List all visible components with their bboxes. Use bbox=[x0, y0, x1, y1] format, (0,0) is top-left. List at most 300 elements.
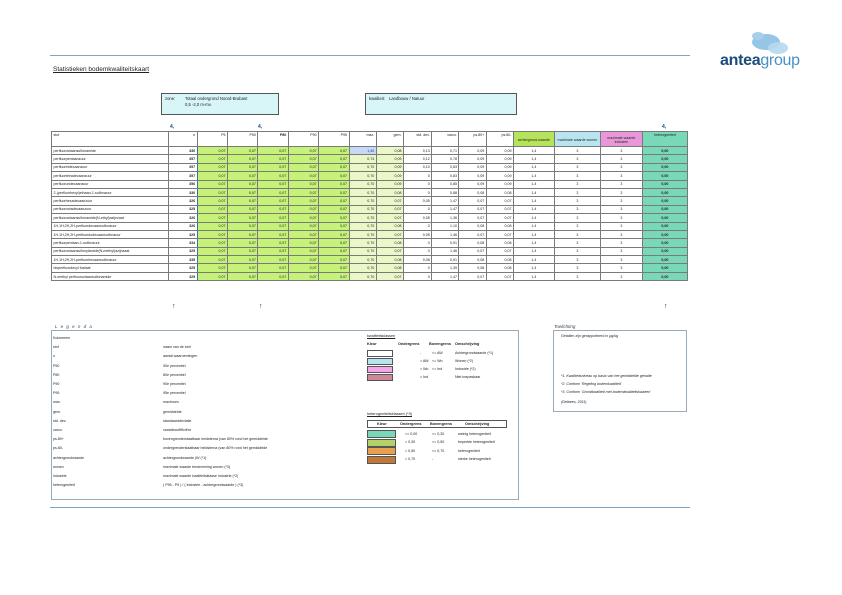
cell-p95: 0,07 bbox=[319, 272, 349, 280]
cell-ps80p: 0,07 bbox=[459, 230, 486, 238]
het-lo: > 0,70 bbox=[405, 457, 416, 461]
table-row bbox=[52, 205, 688, 213]
legenda-value: 95e percentiel bbox=[163, 391, 186, 396]
kwal-hdr-kleur: Kleur bbox=[367, 342, 377, 346]
cell-het: 0,00 bbox=[642, 230, 687, 238]
col-p50: P50 bbox=[228, 132, 258, 147]
cell-stddev: 0,12 bbox=[403, 155, 431, 163]
cell-p80: 0,07 bbox=[258, 239, 288, 247]
cell-p5: 0,07 bbox=[197, 256, 227, 264]
cell-ps80m: 0,08 bbox=[486, 188, 513, 196]
kwal-hi: <= AW bbox=[432, 351, 443, 355]
legenda-value: ondergrenderstaatbaar heidsterna (van 80% rond het gemiddelde bbox=[163, 446, 268, 451]
cell-ag: 1,4 bbox=[513, 256, 554, 264]
col-ps80m: ps.80- bbox=[486, 132, 513, 147]
cell-p95: 0,07 bbox=[319, 172, 349, 180]
cell-het: 0,00 bbox=[642, 197, 687, 205]
cell-p80: 0,07 bbox=[258, 247, 288, 255]
cell-p50: 0,07 bbox=[228, 147, 258, 155]
legenda-value: naam van de stof bbox=[163, 345, 191, 350]
cell-ps80m: 0,09 bbox=[486, 180, 513, 188]
cell-ps80m: 0,07 bbox=[486, 272, 513, 280]
table-row bbox=[52, 264, 688, 272]
cell-mw: 3 bbox=[554, 172, 600, 180]
cell-stddev: 0,05 bbox=[403, 197, 431, 205]
cell-p80: 0,07 bbox=[258, 222, 288, 230]
het-desc: beperkte heterogeniteit bbox=[458, 440, 495, 444]
cell-p80: 0,07 bbox=[258, 264, 288, 272]
cell-ag: 1,4 bbox=[513, 264, 554, 272]
arrow-p80: ↑ bbox=[259, 303, 263, 310]
brand-logo-text: anteagroup bbox=[720, 52, 800, 69]
bottom-divider bbox=[50, 507, 690, 508]
cell-n: 325 bbox=[169, 272, 197, 280]
cell-p90: 0,07 bbox=[288, 172, 318, 180]
cell-stddev: 0,05 bbox=[403, 214, 431, 222]
kwaliteit-label: kwaliteit: bbox=[369, 96, 386, 101]
cell-p80: 0,07 bbox=[258, 188, 288, 196]
cell-p95: 0,07 bbox=[319, 256, 349, 264]
cell-stddev: 0 bbox=[403, 172, 431, 180]
cell-stof: perfluortetradecaanzuur bbox=[52, 172, 169, 180]
marker-n: 4, bbox=[170, 124, 175, 130]
cell-ag: 1,4 bbox=[513, 222, 554, 230]
cell-stof: perfluorundecaanzuur bbox=[52, 180, 169, 188]
col-achtergrond: achtergrond-waarde bbox=[513, 132, 554, 147]
cell-p80: 0,07 bbox=[258, 214, 288, 222]
cell-het: 0,00 bbox=[642, 239, 687, 247]
cell-ps80p: 0,09 bbox=[459, 147, 486, 155]
legenda-key: industrie bbox=[53, 474, 67, 478]
cell-ps80m: 0,09 bbox=[486, 147, 513, 155]
cell-varco: 1,47 bbox=[432, 205, 459, 213]
arrow-n: ↑ bbox=[172, 303, 176, 310]
cell-p90: 0,07 bbox=[288, 147, 318, 155]
cell-p5: 0,07 bbox=[197, 239, 227, 247]
cell-p80: 0,07 bbox=[258, 155, 288, 163]
col-p80: P80 bbox=[258, 132, 288, 147]
cell-p95: 0,07 bbox=[319, 230, 349, 238]
cell-p5: 0,07 bbox=[197, 197, 227, 205]
cell-p95: 0,07 bbox=[319, 264, 349, 272]
cell-gem: 0,07 bbox=[376, 205, 403, 213]
col-max-industrie: maximale waarde industrie bbox=[600, 132, 642, 147]
cell-p95: 0,07 bbox=[319, 180, 349, 188]
cell-gem: 0,09 bbox=[376, 163, 403, 171]
cell-ps80p: 0,08 bbox=[459, 264, 486, 272]
kwal-hi: <= Ind bbox=[432, 367, 443, 371]
kwaliteit-value: Landbouw / Natuur bbox=[389, 96, 425, 101]
cell-p90: 0,07 bbox=[288, 197, 318, 205]
cell-gem: 0,07 bbox=[376, 214, 403, 222]
het-hi: <= 0,50 bbox=[432, 440, 445, 444]
cell-p5: 0,07 bbox=[197, 172, 227, 180]
cell-p50: 0,07 bbox=[228, 222, 258, 230]
cell-mw: 3 bbox=[554, 205, 600, 213]
cell-max: 0,70 bbox=[349, 247, 376, 255]
cell-p5: 0,07 bbox=[197, 247, 227, 255]
cell-het: 0,00 bbox=[642, 264, 687, 272]
table-row bbox=[52, 188, 688, 196]
cell-p50: 0,07 bbox=[228, 230, 258, 238]
cell-ps80m: 0,08 bbox=[486, 239, 513, 247]
kwal-hi: <= Wo bbox=[432, 359, 443, 363]
legenda-value: aantal waarnemingen bbox=[163, 354, 198, 359]
cell-p5: 0,07 bbox=[197, 205, 227, 213]
cell-n: 357 bbox=[169, 155, 197, 163]
cell-n: 325 bbox=[169, 247, 197, 255]
cell-stof: bisperfluordecyl fosfaat bbox=[52, 264, 169, 272]
cell-max: 0,70 bbox=[349, 222, 376, 230]
cell-p5: 0,07 bbox=[197, 180, 227, 188]
cell-het: 0,00 bbox=[642, 214, 687, 222]
legenda-key: heterogeniteit bbox=[53, 483, 75, 488]
cell-stof: perfluorpentaanzuur bbox=[52, 155, 169, 163]
cell-p50: 0,07 bbox=[228, 214, 258, 222]
cell-max: 0,70 bbox=[349, 163, 376, 171]
cell-ps80m: 0,08 bbox=[486, 256, 513, 264]
legenda-key: gem. bbox=[53, 409, 61, 414]
het-swatch bbox=[367, 439, 396, 447]
kwal-swatch bbox=[367, 374, 393, 381]
cell-mw: 3 bbox=[554, 155, 600, 163]
cell-mi: 3 bbox=[600, 230, 642, 238]
cell-ag: 1,4 bbox=[513, 247, 554, 255]
het-lo: >= 0,00 bbox=[405, 431, 418, 436]
cell-gem: 0,08 bbox=[376, 188, 403, 196]
cell-p95: 0,07 bbox=[319, 188, 349, 196]
cell-mw: 3 bbox=[554, 163, 600, 171]
cell-p50: 0,07 bbox=[228, 272, 258, 280]
cell-max: 0,70 bbox=[349, 214, 376, 222]
cell-ps80m: 0,09 bbox=[486, 163, 513, 171]
cell-mw: 3 bbox=[554, 264, 600, 272]
table-row bbox=[52, 230, 688, 238]
cell-p90: 0,07 bbox=[288, 180, 318, 188]
kwal-desc: Wonen (*2) bbox=[455, 359, 474, 363]
cell-p50: 0,07 bbox=[228, 264, 258, 272]
legenda-value: 80e percentiel bbox=[163, 372, 186, 377]
legenda-value: 50e percentiel bbox=[163, 363, 186, 368]
cell-stddev: 0 bbox=[403, 180, 431, 188]
cell-ag: 1,4 bbox=[513, 147, 554, 155]
cell-p80: 0,07 bbox=[258, 205, 288, 213]
kwal-hdr-bovengrens: Bovengrens bbox=[429, 342, 451, 346]
cell-het: 0,00 bbox=[642, 188, 687, 196]
table-row bbox=[52, 197, 688, 205]
cell-ag: 1,4 bbox=[513, 239, 554, 247]
cell-ag: 1,4 bbox=[513, 188, 554, 196]
cell-n: 335 bbox=[169, 256, 197, 264]
cell-p90: 0,07 bbox=[288, 163, 318, 171]
cell-mi: 3 bbox=[600, 155, 642, 163]
cell-ps80m: 0,08 bbox=[486, 222, 513, 230]
top-divider bbox=[50, 55, 690, 56]
het-hdr-omschrijving: Omschrijving bbox=[465, 422, 490, 426]
cell-p50: 0,07 bbox=[228, 205, 258, 213]
cell-ps80p: 0,07 bbox=[459, 247, 486, 255]
cell-gem: 0,07 bbox=[376, 272, 403, 280]
table-row bbox=[52, 155, 688, 163]
cell-stof: N-methyl perfluoroctaansulfonamide bbox=[52, 272, 169, 280]
cell-varco: 1,46 bbox=[432, 247, 459, 255]
cell-ps80p: 0,09 bbox=[459, 155, 486, 163]
cell-ps80p: 0,09 bbox=[459, 180, 486, 188]
cell-gem: 0,07 bbox=[376, 197, 403, 205]
toelichting-line: *2. Conform 'Regeling bodemkwaliteit' bbox=[561, 382, 622, 386]
cell-mw: 3 bbox=[554, 214, 600, 222]
cell-stddev: 0,10 bbox=[403, 163, 431, 171]
cell-p90: 0,07 bbox=[288, 230, 318, 238]
cell-p5: 0,07 bbox=[197, 188, 227, 196]
cell-p95: 0,07 bbox=[319, 155, 349, 163]
cell-het: 0,00 bbox=[642, 155, 687, 163]
cell-het: 0,00 bbox=[642, 272, 687, 280]
cell-mi: 3 bbox=[600, 188, 642, 196]
cell-p50: 0,07 bbox=[228, 188, 258, 196]
het-swatch bbox=[367, 430, 396, 438]
het-swatch bbox=[367, 447, 396, 455]
table-row bbox=[52, 172, 688, 180]
cell-stof: perfluoroctaansulfonamide(N-ethyl)azijnzaat bbox=[52, 214, 169, 222]
col-stddev: std. dev. bbox=[403, 132, 431, 147]
cell-n: 357 bbox=[169, 163, 197, 171]
table-row bbox=[52, 222, 688, 230]
cell-mw: 3 bbox=[554, 239, 600, 247]
legenda-key: P90 bbox=[53, 382, 60, 386]
cell-stddev: 0 bbox=[403, 264, 431, 272]
col-max: max. bbox=[349, 132, 376, 147]
cell-stof: perfluoroctadecaanzuur bbox=[52, 205, 169, 213]
cell-max: 0,70 bbox=[349, 256, 376, 264]
kwal-swatch bbox=[367, 366, 393, 373]
cell-mi: 3 bbox=[600, 205, 642, 213]
cell-n: 326 bbox=[169, 222, 197, 230]
cell-p80: 0,07 bbox=[258, 272, 288, 280]
cell-ps80p: 0,08 bbox=[459, 222, 486, 230]
cell-max: 0,70 bbox=[349, 205, 376, 213]
legenda-frame bbox=[51, 330, 519, 500]
cell-ag: 1,4 bbox=[513, 180, 554, 188]
cell-stof: perfluorhexadecaanzuur bbox=[52, 197, 169, 205]
cell-mw: 3 bbox=[554, 222, 600, 230]
cell-max: 0,70 bbox=[349, 230, 376, 238]
cell-ag: 1,4 bbox=[513, 197, 554, 205]
cell-ps80m: 0,07 bbox=[486, 197, 513, 205]
legenda-value: achtergrondwaarde (W (*1) bbox=[163, 455, 207, 460]
table-row bbox=[52, 256, 688, 264]
toelichting-line: *3. Conform 'Grondkwaliteit met bodemkwaliteitskaarten' bbox=[561, 390, 651, 394]
cell-varco: 1,46 bbox=[432, 230, 459, 238]
kwal-swatch bbox=[367, 358, 393, 365]
cell-p50: 0,07 bbox=[228, 197, 258, 205]
cell-mi: 3 bbox=[600, 247, 642, 255]
cell-p90: 0,07 bbox=[288, 272, 318, 280]
cell-max: 1,40 bbox=[349, 147, 376, 155]
legenda-key: P50 bbox=[53, 363, 60, 368]
cell-p5: 0,07 bbox=[197, 264, 227, 272]
cell-max: 0,70 bbox=[349, 197, 376, 205]
cell-varco: 0,88 bbox=[432, 188, 459, 196]
page-title: Statistieken bodemkwaliteitskaart bbox=[53, 66, 150, 73]
cell-gem: 0,07 bbox=[376, 247, 403, 255]
cell-mi: 3 bbox=[600, 256, 642, 264]
cell-p95: 0,07 bbox=[319, 214, 349, 222]
toelichting-line: *1. Kwaliteitsniveau op basis van het gemiddelde gehalte bbox=[561, 374, 652, 378]
zone-info-box bbox=[161, 93, 279, 115]
cell-gem: 0,08 bbox=[376, 264, 403, 272]
toelichting-title: Toelichting bbox=[554, 324, 576, 329]
cell-mw: 3 bbox=[554, 147, 600, 155]
cell-gem: 0,07 bbox=[376, 230, 403, 238]
table-row bbox=[52, 163, 688, 171]
cell-stof: 1H,1H,2H,2H-perfluordecaansulfonzuur bbox=[52, 222, 169, 230]
cell-p95: 0,07 bbox=[319, 163, 349, 171]
legenda-key: P80 bbox=[53, 372, 60, 377]
cell-p80: 0,07 bbox=[258, 230, 288, 238]
het-desc: heterogeniteit bbox=[458, 448, 480, 453]
legenda-key: std. dev. bbox=[53, 418, 67, 423]
het-lo: > 0,30 bbox=[405, 440, 416, 444]
legenda-key: max. bbox=[53, 400, 61, 405]
kwal-hdr-ondergrens: Ondergrens bbox=[398, 342, 420, 346]
cell-p90: 0,07 bbox=[288, 247, 318, 255]
table-row bbox=[52, 180, 688, 188]
cell-max: 0,70 bbox=[349, 180, 376, 188]
cell-stddev: 0,13 bbox=[403, 147, 431, 155]
legenda-value: maximale waarde bestemming wonen (*3) bbox=[163, 464, 231, 469]
cell-p90: 0,07 bbox=[288, 239, 318, 247]
col-max-wonen: maximale waarde wonen bbox=[554, 132, 600, 147]
cell-ps80p: 0,09 bbox=[459, 163, 486, 171]
cell-p80: 0,07 bbox=[258, 256, 288, 264]
het-hdr-ondergrens: Ondergrens bbox=[400, 422, 422, 426]
table-row bbox=[52, 272, 688, 280]
cell-p90: 0,07 bbox=[288, 264, 318, 272]
legenda-value: maximum bbox=[163, 400, 179, 405]
cell-ps80p: 0,07 bbox=[459, 205, 486, 213]
cell-p90: 0,07 bbox=[288, 256, 318, 264]
legenda-key: achtergrondwaarde bbox=[53, 455, 84, 460]
cell-het: 0,00 bbox=[642, 222, 687, 230]
het-hi: - bbox=[432, 457, 434, 461]
zone-depth: 0,5 -2,0 m-mv. bbox=[185, 102, 212, 107]
cell-p90: 0,07 bbox=[288, 222, 318, 230]
cell-n: 326 bbox=[169, 197, 197, 205]
cell-varco: 0,83 bbox=[432, 172, 459, 180]
cell-n: 326 bbox=[169, 214, 197, 222]
cell-het: 0,00 bbox=[642, 180, 687, 188]
cell-p5: 0,07 bbox=[197, 163, 227, 171]
kwal-lo: - bbox=[420, 351, 422, 355]
col-n: n bbox=[169, 132, 197, 147]
cell-stddev: 0 bbox=[403, 205, 431, 213]
kwal-desc: Achtergrondwaarde (*1) bbox=[455, 351, 494, 355]
marker-heterogeniteit: 4, bbox=[662, 124, 667, 130]
cell-varco: 0,91 bbox=[432, 239, 459, 247]
cell-p50: 0,07 bbox=[228, 172, 258, 180]
cell-ag: 1,4 bbox=[513, 272, 554, 280]
kwal-desc: Industrie (*2) bbox=[455, 367, 476, 371]
cell-stof: perfluorpentaan-1-sulfonzuur bbox=[52, 239, 169, 247]
cell-p5: 0,07 bbox=[197, 214, 227, 222]
cell-p95: 0,07 bbox=[319, 147, 349, 155]
cell-stof: perfluoroctaansulfonylamide(N-methyl)azijnzaat bbox=[52, 247, 169, 255]
legenda-value: ( P95 - P5 ) / ( industrie - achtergrondwaarde ) (*3) bbox=[163, 483, 244, 488]
cell-varco: 0,83 bbox=[432, 163, 459, 171]
col-gem: gem. bbox=[376, 132, 403, 147]
col-p95: P95 bbox=[319, 132, 349, 147]
cell-gem: 0,08 bbox=[376, 147, 403, 155]
het-hi: <= 0,70 bbox=[432, 448, 445, 453]
cell-varco: 0,78 bbox=[432, 155, 459, 163]
cell-gem: 0,09 bbox=[376, 172, 403, 180]
marker-p80: 4, bbox=[258, 124, 263, 130]
cell-mw: 3 bbox=[554, 230, 600, 238]
cell-p5: 0,07 bbox=[197, 147, 227, 155]
cell-ps80p: 0,07 bbox=[459, 214, 486, 222]
cell-ps80m: 0,08 bbox=[486, 264, 513, 272]
cell-het: 0,00 bbox=[642, 163, 687, 171]
cell-stof: 1H,1H,2H,2H-perfluordodecaansulfonzuur bbox=[52, 230, 169, 238]
cell-p5: 0,07 bbox=[197, 230, 227, 238]
cell-n: 330 bbox=[169, 188, 197, 196]
cell-mi: 3 bbox=[600, 197, 642, 205]
cell-mi: 3 bbox=[600, 239, 642, 247]
cell-p80: 0,07 bbox=[258, 163, 288, 171]
cell-max: 0,70 bbox=[349, 264, 376, 272]
cell-ps80p: 0,08 bbox=[459, 188, 486, 196]
cell-mi: 3 bbox=[600, 180, 642, 188]
cell-n: 357 bbox=[169, 172, 197, 180]
table-row bbox=[52, 147, 688, 155]
cell-p80: 0,07 bbox=[258, 147, 288, 155]
zone-label: zone: bbox=[165, 96, 176, 101]
col-varco: varco. bbox=[432, 132, 459, 147]
cell-stddev: 0,08 bbox=[403, 256, 431, 264]
cell-het: 0,00 bbox=[642, 147, 687, 155]
col-ps80p: ps.80+ bbox=[459, 132, 486, 147]
cell-p5: 0,07 bbox=[197, 155, 227, 163]
het-hi: <= 0,30 bbox=[432, 431, 445, 436]
cell-p80: 0,07 bbox=[258, 197, 288, 205]
cell-het: 0,00 bbox=[642, 172, 687, 180]
cell-stddev: 0 bbox=[403, 222, 431, 230]
cell-ps80p: 0,08 bbox=[459, 239, 486, 247]
cell-mw: 3 bbox=[554, 197, 600, 205]
cell-stddev: 0,05 bbox=[403, 230, 431, 238]
legenda-value: bovengrenderstaatbaar heidsterna (van 80% rond het gemiddelde bbox=[163, 437, 268, 442]
legenda-key: wonen bbox=[53, 464, 64, 469]
cell-ag: 1,4 bbox=[513, 163, 554, 171]
cell-p95: 0,07 bbox=[319, 239, 349, 247]
cell-n: 325 bbox=[169, 264, 197, 272]
kwaliteitsklassen-title: kwaliteitsklassen bbox=[367, 334, 396, 338]
cell-ps80m: 0,09 bbox=[486, 155, 513, 163]
cell-varco: 0,91 bbox=[432, 256, 459, 264]
cell-stof: 1H,1H,2H,2H-perfluorhexaansulfonzuur bbox=[52, 256, 169, 264]
legenda-value: 90e percentiel bbox=[163, 382, 186, 386]
legenda-title: L e g e n d a bbox=[55, 324, 93, 329]
cell-mi: 3 bbox=[600, 163, 642, 171]
cell-p90: 0,07 bbox=[288, 188, 318, 196]
het-hdr-bovengrens: Bovengrens bbox=[430, 422, 452, 426]
cell-mw: 3 bbox=[554, 256, 600, 264]
cell-ps80m: 0,07 bbox=[486, 214, 513, 222]
cell-ps80p: 0,07 bbox=[459, 197, 486, 205]
cell-varco: 1,47 bbox=[432, 272, 459, 280]
cell-mw: 3 bbox=[554, 272, 600, 280]
